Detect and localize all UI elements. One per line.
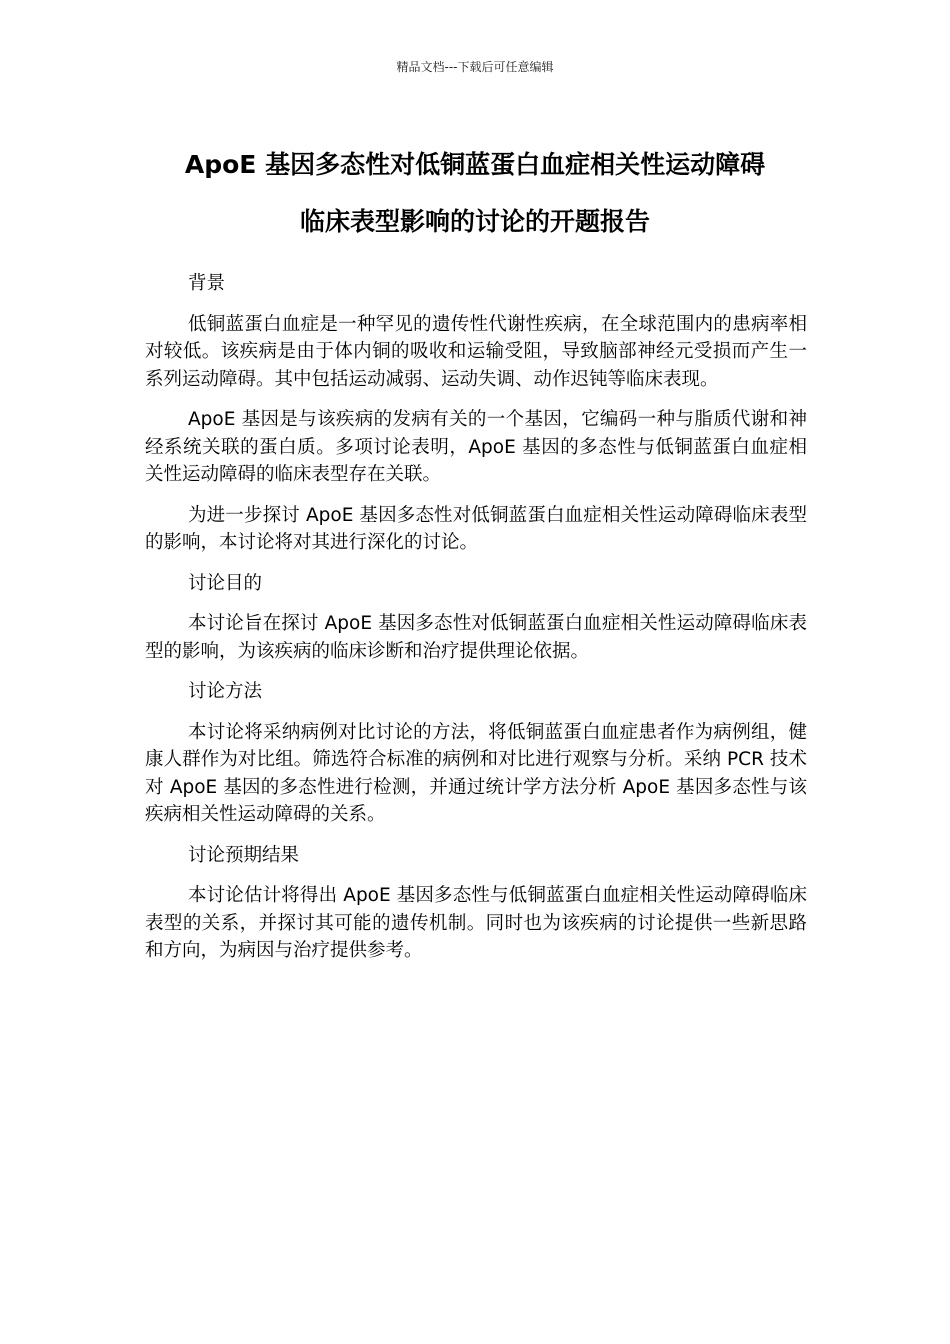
section-heading-background: 背景 [188,273,226,294]
title-line-1: ApoE 基因多态性对低铜蓝蛋白血症相关性运动障碍 [184,150,766,179]
header-note: 精品文档---下载后可任意编辑 [396,60,554,74]
section-heading-purpose: 讨论目的 [188,572,263,594]
section-heading-method: 讨论方法 [188,681,263,702]
paragraph: 低铜蓝蛋白血症是一种罕见的遗传性代谢性疾病，在全球范围内的患病率相对较低。该疾病是由于体内铜的吸收和运输受阻，导致脑部神经元受损而产生一系列运动障碍。其中包括运动减弱、运动失调、动作迟钝等临床表现。 [145,313,807,390]
document-title [100,136,850,250]
section-heading-results: 讨论预期结果 [188,844,300,866]
paragraph: 本讨论将采纳病例对比讨论的方法，将低铜蓝蛋白血症患者作为病例组，健康人群作为对比组。筛选符合标准的病例和对比进行观察与分析。采纳 PCR 技术对 ApoE 基因的多态性进行检测，并通过统计学方法分析 ApoE 基因多态性与该疾病相关性运动障碍的关系。 [145,721,807,825]
paragraph: 为进一步探讨 ApoE 基因多态性对低铜蓝蛋白血症相关性运动障碍临床表型的影响，本讨论将对其进行深化的讨论。 [145,504,807,553]
paragraph: ApoE 基因是与该疾病的发病有关的一个基因，它编码一种与脂质代谢和神经系统关联的蛋白质。多项讨论表明，ApoE 基因的多态性与低铜蓝蛋白血症相关性运动障碍的临床表型存在关联。 [145,409,807,485]
paragraph: 本讨论估计将得出 ApoE 基因多态性与低铜蓝蛋白血症相关性运动障碍临床表型的关系，并探讨其可能的遗传机制。同时也为该疾病的讨论提供一些新思路和方向，为病因与治疗提供参考。 [145,885,807,961]
paragraph: 本讨论旨在探讨 ApoE 基因多态性对低铜蓝蛋白血症相关性运动障碍临床表型的影响，为该疾病的临床诊断和治疗提供理论依据。 [145,613,807,662]
title-line-2: 临床表型影响的讨论的开题报告 [299,207,650,236]
document-body [145,270,807,978]
